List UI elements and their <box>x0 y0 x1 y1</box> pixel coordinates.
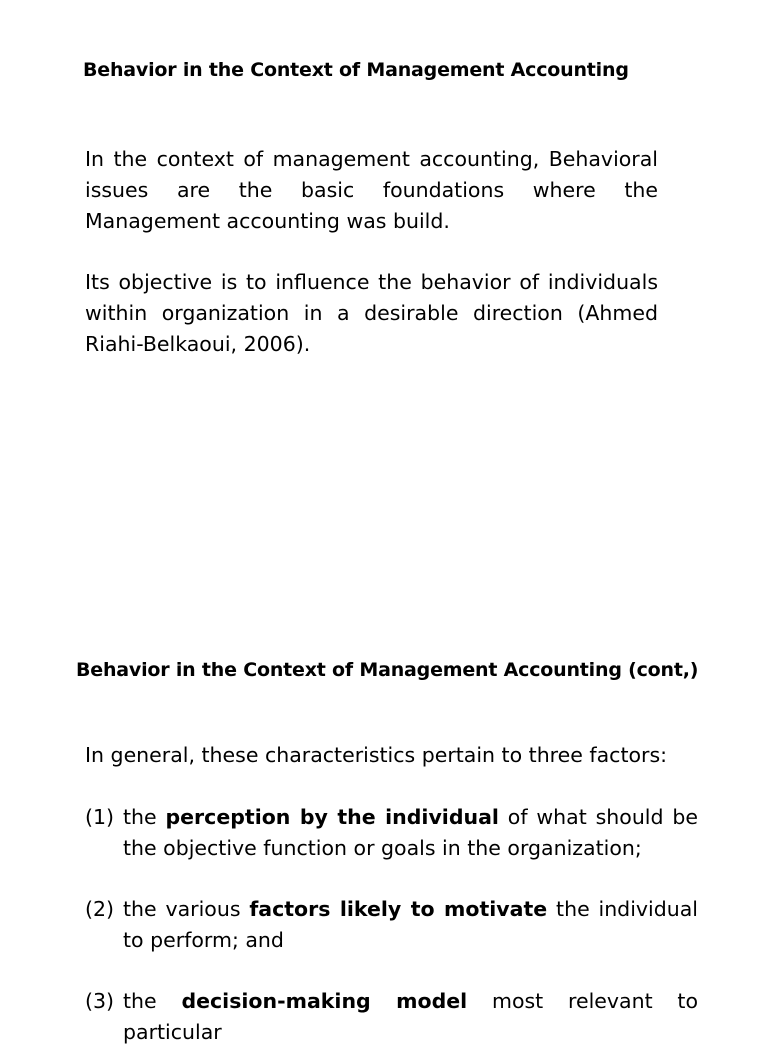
slide-2-intro: In general, these characteristics pertain to three factors: <box>85 743 668 767</box>
factor-text-before: the <box>123 805 166 829</box>
slide-2-title: Behavior in the Context of Management Accounting (cont,) <box>76 659 699 681</box>
factor-number: (2) <box>85 897 115 921</box>
factor-emphasis: perception by the individual <box>165 805 499 829</box>
factor-text-before: the <box>123 989 182 1013</box>
factor-number: (3) <box>85 989 115 1013</box>
factor-item-1 <box>85 802 698 864</box>
factor-text-after: most relevant to particular <box>123 989 699 1044</box>
factor-text-after: the individual to perform; and <box>123 897 698 952</box>
factor-text <box>123 986 698 1048</box>
slide-1-title: Behavior in the Context of Management Accounting <box>83 59 629 81</box>
factor-emphasis: factors likely to motivate <box>249 897 548 921</box>
slide-1-paragraph-2: Its objective is to influence the behavior of individuals within organization in a desirable direction (Ahmed Riahi-Belkaoui, 2006). <box>85 270 658 356</box>
factor-text <box>123 802 698 864</box>
factor-text <box>123 894 698 956</box>
factor-text-before: the various <box>123 897 250 921</box>
factor-item-3 <box>85 986 698 1048</box>
slide-2 <box>0 600 768 1044</box>
factor-item-2 <box>85 894 698 956</box>
factor-number: (1) <box>85 805 115 829</box>
factor-emphasis: decision-making model <box>181 989 468 1013</box>
slide-1-paragraph-1: In the context of management accounting, Behavioral issues are the basic foundations where the Management accounting was build. <box>85 147 658 233</box>
factor-text-after: of what should be the objective function or goals in the organization; <box>123 805 698 860</box>
